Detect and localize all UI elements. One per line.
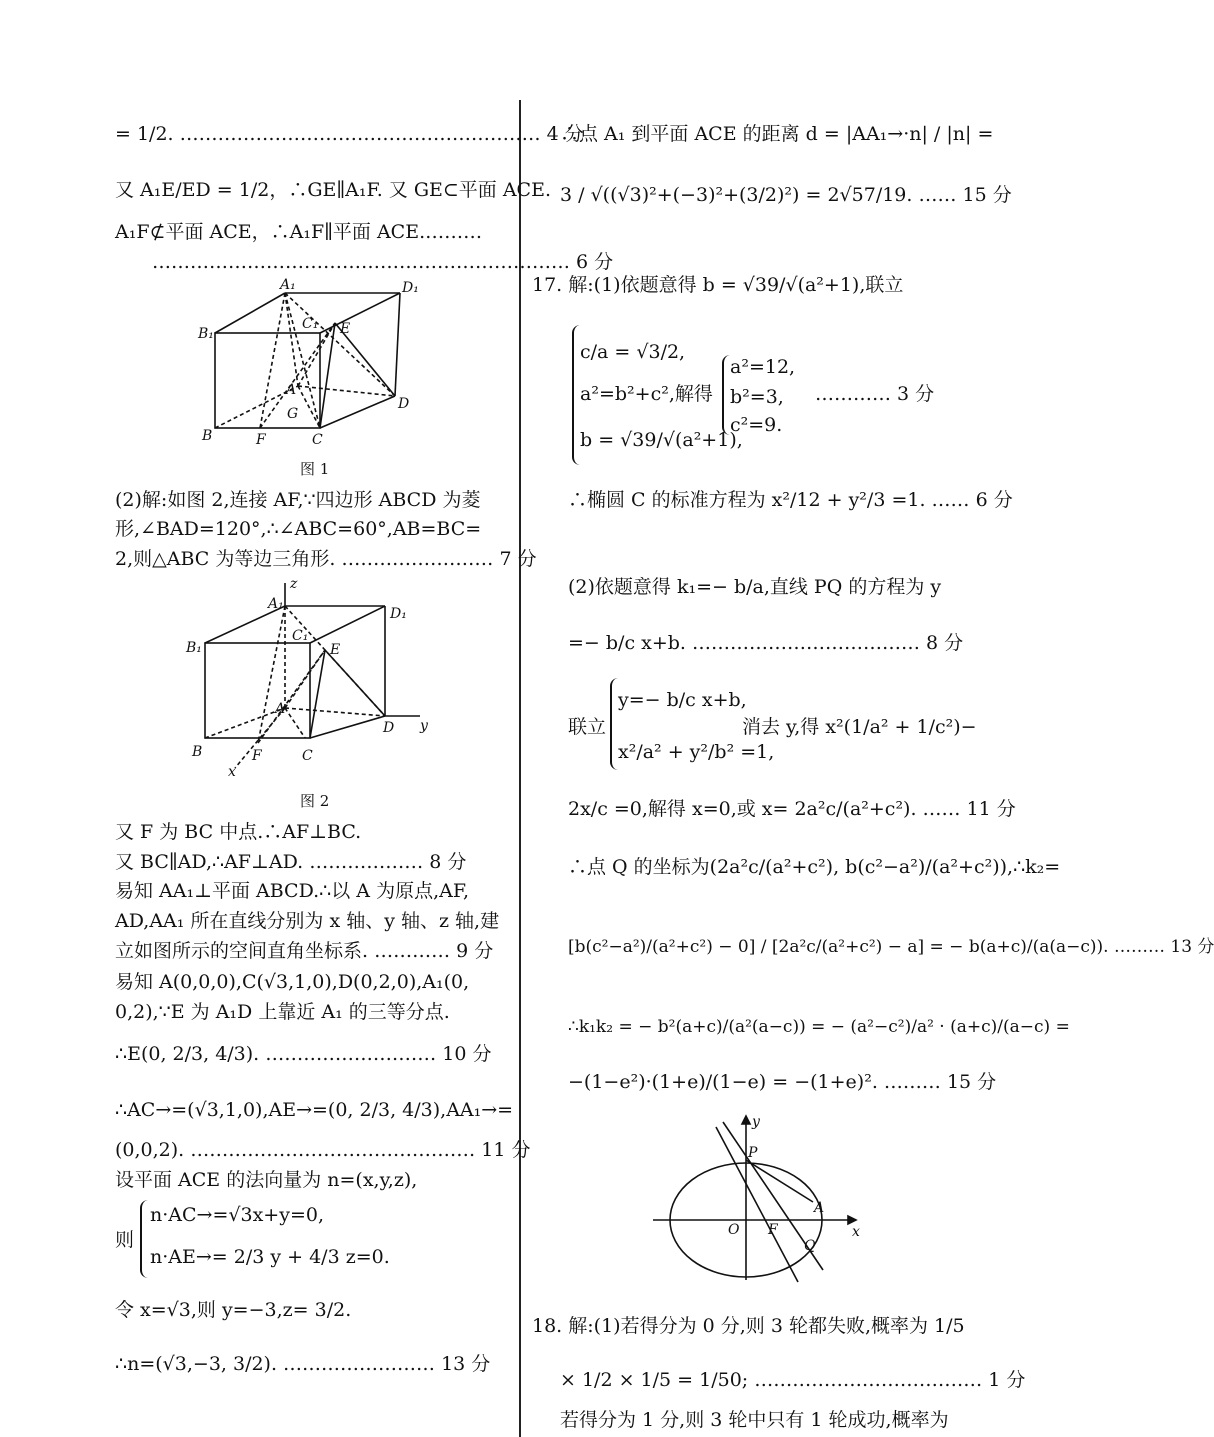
fig1-label-B: B: [202, 428, 213, 444]
fig1-label-C: C: [312, 432, 323, 448]
text-line: 联立: [568, 716, 607, 738]
text-line: 消去 y,得 x²(1/a² + 1/c²)−: [742, 716, 977, 738]
text-line: y=− b/c x+b,: [618, 689, 747, 711]
text-line: × 1/2 × 1/5 = 1/50; ……………………………… 1 分: [560, 1369, 1026, 1391]
text-line: (2)解:如图 2,连接 AF,∵四边形 ABCD 为菱: [115, 489, 481, 511]
text-line: 形,∠BAD=120°,∴∠ABC=60°,AB=BC=: [115, 518, 482, 540]
text-line: 又 BC∥AD,∴AF⊥AD. ……………… 8 分: [115, 851, 467, 873]
fig2-label-E: E: [330, 642, 341, 658]
text-line: ∴k₁k₂ = − b²(a+c)/(a²(a−c)) = − (a²−c²)/a² · (a+c)/(a−c) =: [568, 1017, 1070, 1037]
fig1-label-B1: B₁: [198, 326, 214, 342]
text-line: ………………………………………………………… 6 分: [152, 251, 614, 273]
text-line: c²=9.: [730, 414, 783, 436]
fig1-label-A1: A₁: [280, 277, 296, 293]
ellipse-label-O: O: [728, 1222, 740, 1238]
text-line: b = √39/√(a²+1),: [580, 429, 743, 451]
ellipse-label-A: A: [814, 1200, 825, 1216]
text-line: (2)依题意得 k₁=− b/a,直线 PQ 的方程为 y: [568, 576, 942, 598]
figure-2-caption: 图 2: [300, 792, 330, 810]
equation-brace: [722, 355, 730, 435]
text-line: ∴E(0, 2/3, 4/3). ……………………… 10 分: [115, 1043, 492, 1065]
text-line: x²/a² + y²/b² =1,: [618, 741, 775, 763]
fig2-label-x: x: [228, 764, 236, 780]
text-line: a²=b²+c²,解得: [580, 383, 713, 405]
text-line: 则: [115, 1229, 135, 1251]
text-line: ………… 3 分: [815, 383, 935, 405]
text-line: ∴AC→=(√3,1,0),AE→=(0, 2/3, 4/3),AA₁→=: [115, 1099, 514, 1121]
text-line: 18. 解:(1)若得分为 0 分,则 3 轮都失败,概率为 1/5: [532, 1315, 965, 1337]
text-line: 3 / √((√3)²+(−3)²+(3/2)²) = 2√57/19. …… 15 分: [560, 184, 1012, 206]
fig2-label-C: C: [302, 748, 313, 764]
equation-brace: [572, 325, 580, 465]
text-line: 0,2),∵E 为 A₁D 上靠近 A₁ 的三等分点.: [115, 1001, 450, 1023]
ellipse-label-y: y: [752, 1114, 760, 1130]
text-line: 若得分为 1 分,则 3 轮中只有 1 轮成功,概率为: [560, 1409, 949, 1431]
fig1-label-G: G: [287, 406, 299, 422]
fig1-label-D1: D₁: [402, 280, 419, 296]
ellipse-figure: [648, 1112, 868, 1282]
text-line: AD,AA₁ 所在直线分别为 x 轴、y 轴、z 轴,建: [115, 910, 500, 932]
fig1-label-F: F: [256, 432, 266, 448]
text-line: [b(c²−a²)/(a²+c²) − 0] / [2a²c/(a²+c²) − a] = − b(a+c)/(a(a−c)). ……… 13 分: [568, 937, 1214, 957]
text-line: ∴n=(√3,−3, 3/2). …………………… 13 分: [115, 1353, 491, 1375]
text-line: 2x/c =0,解得 x=0,或 x= 2a²c/(a²+c²). …… 11 分: [568, 798, 1016, 820]
text-line: 2,则△ABC 为等边三角形. …………………… 7 分: [115, 548, 537, 570]
ellipse-label-Q: Q: [804, 1238, 816, 1254]
text-line: 令 x=√3,则 y=−3,z= 3/2.: [115, 1299, 352, 1321]
text-line: 17. 解:(1)依题意得 b = √39/√(a²+1),联立: [532, 274, 904, 296]
text-line: a²=12,: [730, 356, 796, 378]
text-line: = 1/2. ………………………………………………… 4 分: [115, 123, 584, 145]
text-line: (0,0,2). ……………………………………… 11 分: [115, 1139, 531, 1161]
text-line: 立如图所示的空间直角坐标系. ………… 9 分: [115, 940, 494, 962]
text-line: n·AE→= 2/3 y + 4/3 z=0.: [150, 1246, 390, 1268]
fig2-label-C1: C₁: [292, 628, 309, 644]
text-line: c/a = √3/2,: [580, 341, 686, 363]
text-line: 设平面 ACE 的法向量为 n=(x,y,z),: [115, 1169, 418, 1191]
text-line: n·AC→=√3x+y=0,: [150, 1204, 324, 1226]
fig2-label-z: z: [290, 576, 298, 592]
text-line: ∴点 A₁ 到平面 ACE 的距离 d = |AA₁→·n| / |n| =: [560, 123, 994, 145]
text-line: 易知 A(0,0,0),C(√3,1,0),D(0,2,0),A₁(0,: [115, 971, 470, 993]
fig2-label-F: F: [252, 748, 262, 764]
fig1-label-C1: C₁: [302, 316, 319, 332]
figure-1-caption: 图 1: [300, 460, 330, 478]
text-line: 又 F 为 BC 中点.∴AF⊥BC.: [115, 821, 362, 843]
ellipse-label-x: x: [852, 1224, 860, 1240]
fig1-label-A: A: [286, 382, 297, 398]
text-line: 易知 AA₁⊥平面 ABCD.∴以 A 为原点,AF,: [115, 880, 470, 902]
fig2-label-A: A: [275, 701, 286, 717]
text-line: ∴椭圆 C 的标准方程为 x²/12 + y²/3 =1. …… 6 分: [568, 489, 1013, 511]
figure-1-prism: [190, 278, 430, 448]
figure-2-coordinate-prism: [180, 578, 440, 778]
text-line: b²=3,: [730, 386, 784, 408]
fig2-label-D1: D₁: [390, 606, 407, 622]
fig1-label-D: D: [398, 396, 410, 412]
text-line: A₁F⊄平面 ACE，∴A₁F∥平面 ACE.………: [115, 221, 483, 243]
text-line: =− b/c x+b. ……………………………… 8 分: [568, 632, 964, 654]
text-line: 又 A₁E/ED = 1/2，∴GE∥A₁F. 又 GE⊂平面 ACE.: [115, 179, 552, 201]
fig2-label-B: B: [192, 744, 203, 760]
text-line: ∴点 Q 的坐标为(2a²c/(a²+c²), b(c²−a²)/(a²+c²)),∴k₂=: [568, 856, 1061, 878]
fig2-label-A1: A₁: [268, 596, 284, 612]
equation-brace: [610, 678, 618, 770]
fig2-label-B1: B₁: [186, 640, 202, 656]
column-divider: [519, 100, 521, 1437]
ellipse-label-P: P: [748, 1145, 758, 1161]
fig2-label-y: y: [420, 718, 428, 734]
equation-brace: [140, 1200, 148, 1278]
fig2-label-D: D: [383, 720, 395, 736]
text-line: −(1−e²)·(1+e)/(1−e) = −(1+e)². ……… 15 分: [568, 1071, 997, 1093]
ellipse-label-F: F: [768, 1222, 778, 1238]
fig1-label-E: E: [340, 321, 351, 337]
